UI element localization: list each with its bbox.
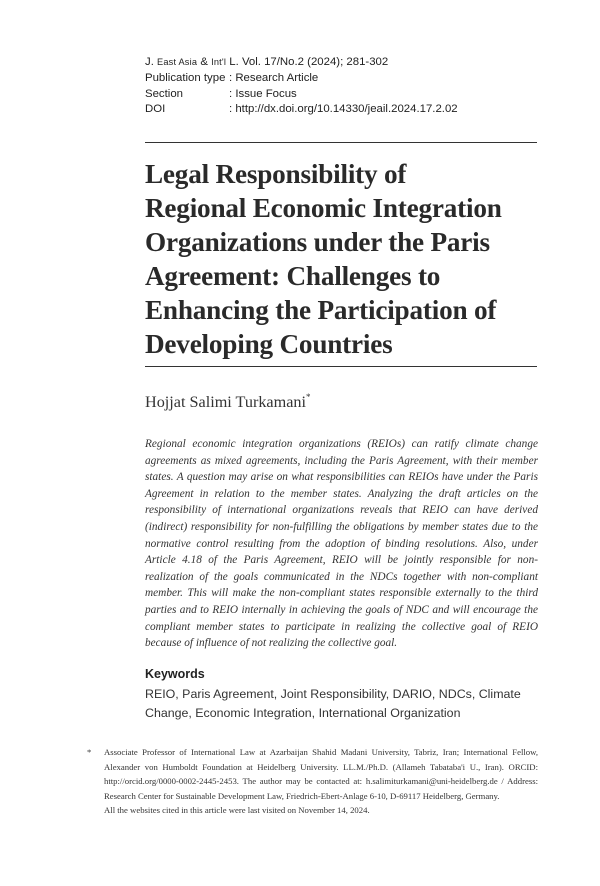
section-label: Section [145,87,183,100]
author-name: Hojjat Salimi Turkamani [145,393,306,411]
journal-j: J. [145,56,158,68]
websites-note: All the websites cited in this article were last visited on November 14, 2024. [104,805,370,815]
section-row [145,87,458,103]
footnote-text: Associate Professor of International Law at Azarbaijan Shahid Madani University, Tabriz, Iran; International Fellow, Alexander von Humboldt Foundation at Heidelberg University. LL.M./Ph.D. (Allameh Tabataba'i U., Iran). ORCID: http://orcid.org/0000-0002-2445-2453. The author may be contacted at: h.salimiturkamani@uni-heidelberg.de / Address: Research Center for Sustainable Development Law, Friedrich-Ebert-Anlage 6-10, D-69117 Heidelberg, Germany. [104,747,538,801]
doi-link[interactable]: : http://dx.doi.org/10.14330/jeail.2024.17.2.02 [229,103,458,116]
section-value: : Issue Focus [229,87,297,100]
top-rule [145,142,537,143]
journal-citation [145,55,458,71]
journal-asia: Asia [178,57,198,67]
keywords-list: REIO, Paris Agreement, Joint Responsibility, DARIO, NDCs, Climate Change, Economic Integration, International Organization [145,687,521,720]
bottom-rule [145,366,537,367]
keywords-heading: Keywords [145,667,205,681]
article-metadata [145,55,458,118]
journal-intl: Int'l [211,57,227,67]
author-line [145,392,310,412]
title-line: Organizations under the Paris [145,227,490,257]
doi-label: DOI [145,103,166,116]
author-footnote-mark: * [305,392,311,402]
publication-type-value: : Research Article [229,71,319,84]
title-line: Agreement: Challenges to [145,261,441,291]
title-line: Developing Countries [145,329,393,359]
abstract: Regional economic integration organizations (REIOs) can ratify climate change agreements as mixed agreements, including the Paris Agreement, with their member states. A question may arise on what responsibilities can REIOs have under the Paris Agreement in relation to the member states. Analyzing the draft articles on the responsibility of international organizations reveals that REIO can have derived (indirect) responsibility for non-fulfilling the obligations by member states due to the normative control resulting from the adoption of binding resolutions. Also, under Article 4.18 of the Paris Agreement, REIO will be jointly responsible for non-realization of the goals communicated in the NDCs together with non-compliant member. This will make the non-compliant states responsible externally to the third parties and to REIO internally in achieving the goals of NDC and will encourage the compliant member states to participate in realizing the collective goal of REIO because of influence of not realizing the collective goal. [145,438,538,650]
author-footnote [87,745,538,818]
article-title [145,157,545,361]
footnote-mark: * [87,747,92,757]
publication-type-row [145,71,458,87]
journal-volume: L. Vol. 17/No.2 (2024); 281-302 [226,56,389,68]
title-line: Enhancing the Participation of [145,295,497,325]
journal-amp: & [197,56,212,68]
title-line: Regional Economic Integration [145,193,502,223]
journal-east: East [157,57,179,67]
doi-row [145,102,458,118]
title-line: Legal Responsibility of [145,159,407,189]
publication-type-label: Publication type [145,71,226,84]
